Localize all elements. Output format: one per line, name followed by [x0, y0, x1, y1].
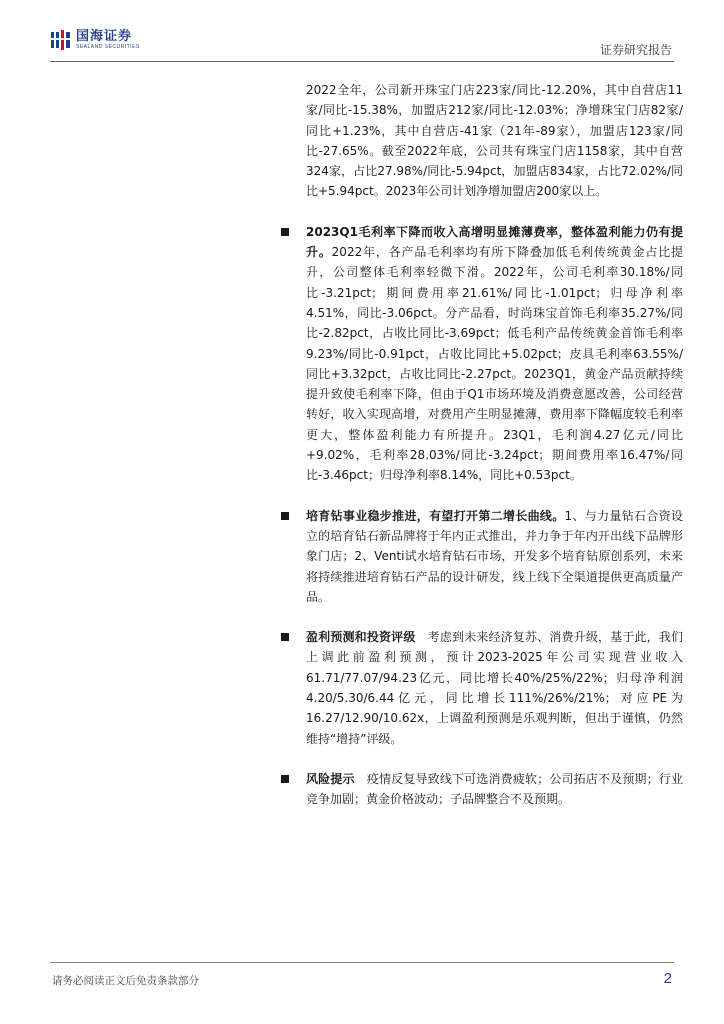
section-lead: 培育钻事业稳步推进，有望打开第二增长曲线。: [306, 508, 565, 523]
page-header: [0, 0, 724, 62]
header-divider: [50, 61, 674, 62]
logo-chinese-name: 国海证券: [76, 28, 133, 44]
bullet-square-icon: [281, 775, 289, 783]
paragraph-text: 考虑到未来经济复苏、消费升级，基于此，我们上调此前盈利预测，预计2023-2025年公司实现营业收入61.71/77.07/94.23亿元，同比增长40%/25%/22%；归母净利润4.20/5.30/6.44亿元，同比增长111%/26%/21%；对应PE为16.27/12.90/10.62x，上调盈利预测是乐观判断，但出于谨慎，仍然维持“增持”评级。: [306, 630, 683, 746]
bullet-square-icon: [281, 512, 289, 520]
footer-disclaimer: 请务必阅读正文后免责条款部分: [52, 975, 199, 987]
report-type-label: 证券研究报告: [599, 43, 672, 57]
paragraph-text: 2022全年，公司新开珠宝门店223家/同比-12.20%，其中自营店11家/同比-15.38%，加盟店212家/同比-12.03%；净增珠宝门店82家/同比+1.23%，其中自营店-41家（21年-89家），加盟店123家/同比-27.65%。截至2022年底，公司共有珠宝门店1158家，其中自营324家，占比27.98%/同比-5.94pct，加盟店834家，占比72.02%/同比+5.94pct。2023年公司计划净增加盟店200家以上。: [306, 83, 683, 199]
paragraph-text: 2022年，各产品毛利率均有所下降叠加低毛利传统黄金占比提升，公司整体毛利率轻微下滑。2022年，公司毛利率30.18%/同比-3.21pct；期间费用率21.61%/同比-1.01pct；归母净利率4.51%，同比-3.06pct。分产品看，时尚珠宝首饰毛利率35.27%/同比-2.82pct，占收比同比-3.69pct；低毛利产品传统黄金首饰毛利率9.23%/同比-0.91pct，占收比同比+5.02pct；皮具毛利率63.55%/同比+3.32pct，占收比同比-2.27pct。2023Q1，黄金产品贡献持续提升致使毛利率下降，但由于Q1市场环境及消费意愿改善，公司经营转好，收入实现高增，对费用产生明显摊薄，费用率下降幅度较毛利率更大，整体盈利能力有所提升。23Q1，毛利润4.27亿元/同比+9.02%，毛利率28.03%/同比-3.24pct；期间费用率16.47%/同比-3.46pct；归母净利率8.14%，同比+0.53pct。: [306, 245, 683, 483]
sealand-logo-icon: [50, 29, 72, 51]
risk-section: [306, 769, 683, 810]
sealand-logo: [50, 29, 140, 51]
section-lead: 2023Q1毛利率下降而收入高增明显摊薄费率，整体盈利能力仍有提升。: [306, 224, 683, 260]
lab-diamond-section: [306, 506, 683, 607]
paragraph-text: 疫情反复导致线下可选消费疲软；公司拓店不及预期；行业竞争加剧；黄金价格波动；子品牌整合不及预期。: [306, 771, 683, 807]
bullet-square-icon: [281, 228, 289, 236]
section-lead: 风险提示: [306, 771, 355, 786]
paragraph-text: 1、与力量钻石合资设立的培育钻石新品牌将于年内正式推出，并力争于年内开出线下品牌形象门店；2、Venti试水培育钻石市场，开发多个培育钻原创系列，未来将持续推进培育钻石产品的设计研发，线上线下全渠道提供更高质量产品。: [306, 508, 683, 604]
report-body: [306, 80, 683, 810]
forecast-rating-section: [306, 627, 683, 749]
section-lead: 盈利预测和投资评级: [306, 630, 416, 645]
margin-section: [306, 222, 683, 486]
bullet-square-icon: [281, 633, 289, 641]
footer-divider: [50, 962, 674, 963]
store-count-paragraph: [306, 80, 683, 202]
logo-english-name: SEALAND SECURITIES: [76, 43, 140, 50]
page-number: 2: [663, 970, 672, 987]
